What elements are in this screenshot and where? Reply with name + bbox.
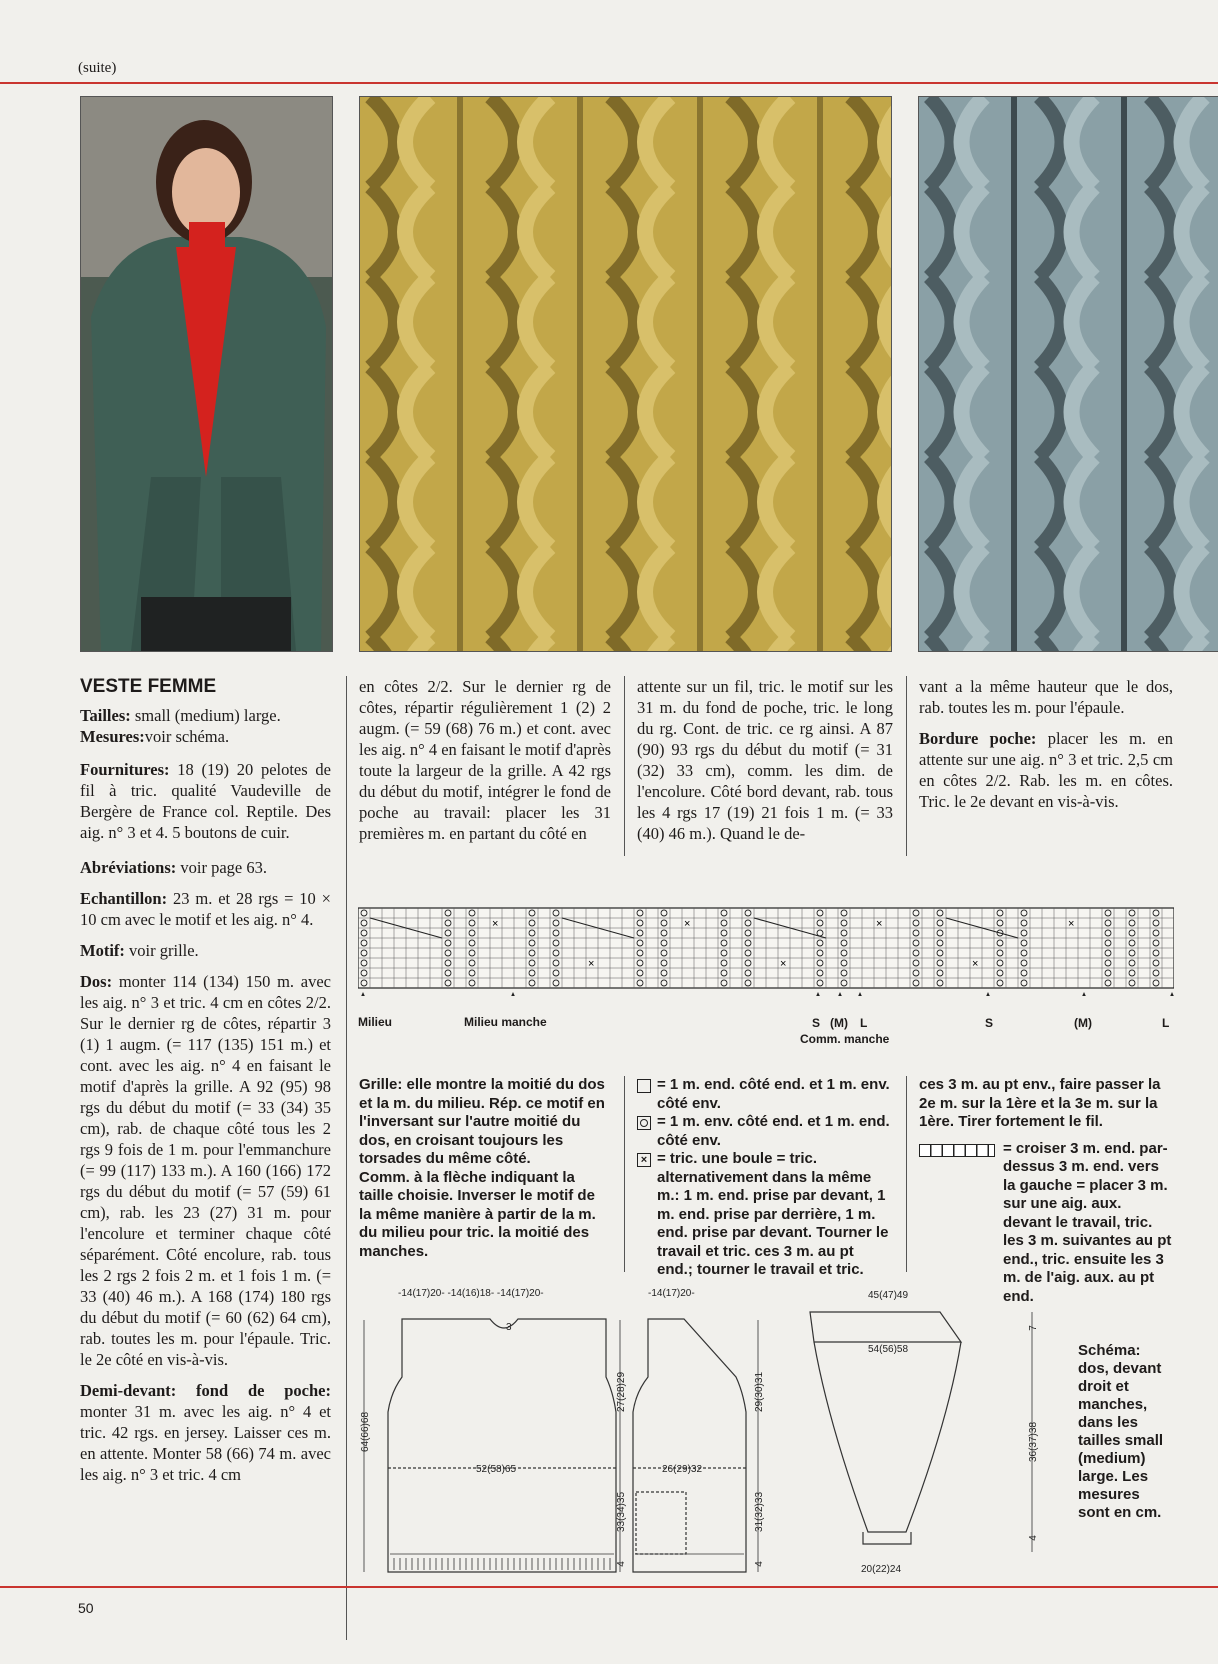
manche-height-mid-dim: 36(37)38 <box>1028 1421 1039 1463</box>
label-milieu-manche: Milieu manche <box>464 1015 547 1029</box>
label-s-1: S <box>812 1016 821 1030</box>
manche-bottom-dim: 20(22)24 <box>861 1564 902 1575</box>
column-rule-5 <box>906 1076 907 1272</box>
devant-width-dim: 26(29)32 <box>662 1464 703 1475</box>
manche-top-dim: 45(47)49 <box>868 1290 909 1301</box>
yellow-cable-texture <box>360 97 891 651</box>
column-4 <box>919 676 1173 822</box>
model-photo <box>80 96 333 652</box>
column-rule-3 <box>906 676 907 856</box>
svg-text:×: × <box>972 958 979 970</box>
column-2 <box>359 676 611 854</box>
demi-devant-label: Demi-devant: fond de poche: <box>80 1381 331 1400</box>
column-1 <box>80 676 331 1495</box>
svg-text:×: × <box>684 918 691 930</box>
fournitures-label: Fournitures: <box>80 760 170 779</box>
footer-rule <box>0 1586 1218 1588</box>
page-number: 50 <box>78 1600 94 1616</box>
pattern-title: VESTE FEMME <box>80 676 217 697</box>
dos-width-dim: 52(58)65 <box>476 1464 517 1475</box>
demi-devant-text: monter 31 m. avec les aig. n° 4 et tric. 42 rgs. en jersey. Laisser ces m. en attente. Monter 58 (66) 74 m. avec les aig. n° 3 et tric. 4 cm <box>80 1402 331 1484</box>
continued-label: (suite) <box>78 60 117 76</box>
column-rule-2 <box>624 676 625 856</box>
devant-height-body-dim: 31(32)33 <box>754 1491 765 1533</box>
schema-caption: Schéma: dos, devant droit et manches, dans les tailles small (medium) large. Les mesures sont en cm. <box>1078 1342 1164 1521</box>
tailles-label: Tailles: <box>80 706 131 725</box>
manche-mid-dim: 54(56)58 <box>868 1344 909 1355</box>
fournitures-text: 18 (19) 20 pelotes de fil à tric. qualité Vaudeville de Bergère de France col. Reptile. Des aig. n° 3 et 4. 5 boutons de cuir. <box>80 760 331 842</box>
dos-rib-marks <box>394 1558 610 1570</box>
echantillon-text: 23 m. et 28 rgs = 10 × 10 cm avec le motif et les aig. n° 4. <box>80 889 331 929</box>
column-2-text: en côtes 2/2. Sur le dernier rg de côtes, répartir régulièrement 1 (2) 2 augm. (= 59 (68) 76 m.) et cont. avec les aig. n° 4 en faisant le motif d'après toute la largeur de la grille. A 42 rgs du début du motif, intégrer le fond de poche au travail: placer les 31 premières m. en partant du côté en <box>359 677 611 843</box>
blue-cable-texture <box>919 97 1218 651</box>
yellow-swatch-photo <box>359 96 892 652</box>
svg-text:×: × <box>1068 918 1075 930</box>
legend-symbol-1 <box>637 1076 893 1113</box>
empty-square-icon <box>637 1079 651 1093</box>
devant-height-rib-dim: 4 <box>754 1561 765 1567</box>
svg-text:×: × <box>492 918 499 930</box>
column-3 <box>637 676 893 854</box>
legend-symbol-3 <box>637 1150 893 1280</box>
legend-boule-continued: ces 3 m. au pt env., faire passer la 2e m. sur la 1ère et la 3e m. sur la 1ère. Tirer fortement le fil. <box>919 1076 1161 1130</box>
label-l-2: L <box>1162 1016 1170 1030</box>
label-comm-manche: Comm. manche <box>800 1032 890 1046</box>
legend-comm-text: Comm. à la flèche indiquant la taille choisie. Inverser le motif de la même manière à partir de la m. du milieu pour tric. la moitié des manches. <box>359 1168 596 1260</box>
bordure-label: Bordure poche: <box>919 729 1037 748</box>
cable-cross-icon <box>919 1144 995 1157</box>
chart-size-arrows <box>359 992 1174 996</box>
legend-symbol-3-text: = tric. une boule = tric. alternativement dans la même m.: 1 m. end. prise par devant, 1 m. end. prise par derrière, 1 m. end. prise par devant. Tourner le travail et tric. ces 3 m. au pt end.; tourner le travail et tric. <box>657 1150 889 1278</box>
legend-symbol-2-text: = 1 m. env. côté end. et 1 m. end. côté env. <box>657 1113 890 1149</box>
chart-grid-lines <box>358 908 1174 988</box>
legend-cable-text: = croiser 3 m. end. par-dessus 3 m. end. vers la gauche = placer 3 m. sur une aig. aux. devant le travail, tric. les 3 m. suivantes au pt end., tric. ensuite les 3 m. de l'aig. aux. au pt end. <box>1003 1139 1172 1305</box>
label-m-1: (M) <box>830 1016 848 1030</box>
dos-height-arm-dim: 27(28)29 <box>616 1371 627 1413</box>
dos-height-total-dim: 64(66)68 <box>360 1411 371 1453</box>
column-rule-1 <box>346 676 347 1640</box>
abreviations-label: Abréviations: <box>80 858 177 877</box>
label-s-2: S <box>985 1016 994 1030</box>
motif-label: Motif: <box>80 941 125 960</box>
manche-height-top-dim: 7 <box>1028 1325 1039 1331</box>
dos-height-body-dim: 33(34)35 <box>616 1491 627 1533</box>
legend-symbol-1-text: = 1 m. end. côté end. et 1 m. env. côté env. <box>657 1076 890 1112</box>
legend-column-2 <box>637 1076 893 1280</box>
tailles-text: small (medium) large. <box>130 706 281 725</box>
label-l-1: L <box>860 1016 868 1030</box>
svg-text:×: × <box>876 918 883 930</box>
svg-text:×: × <box>588 958 595 970</box>
svg-text:×: × <box>780 958 787 970</box>
model-illustration <box>81 97 332 651</box>
legend-grille-text: Grille: elle montre la moitié du dos et la m. du milieu. Rép. ce motif en l'inversant sur l'autre moitié du dos, en croisant toujours les torsades du même côté. <box>359 1076 605 1167</box>
dos-schema <box>388 1319 616 1572</box>
column-4-text: vant a la même hauteur que le dos, rab. toutes les m. pour l'épaule. <box>919 677 1173 717</box>
manche-height-rib-dim: 4 <box>1028 1535 1039 1541</box>
knitting-chart <box>358 906 1174 996</box>
mesures-text: voir schéma. <box>144 727 230 746</box>
devant-height-arm-dim: 29(30)31 <box>754 1371 765 1413</box>
legend-symbol-2 <box>637 1113 893 1150</box>
label-m-2: (M) <box>1074 1016 1092 1030</box>
blue-swatch-photo <box>918 96 1218 652</box>
bordure-text: placer les m. en attente sur une aig. n° 3 et tric. 2,5 cm en côtes 2/2. Rab. les m. en côtes. Tric. le 2e devant en vis-à-vis. <box>919 729 1173 811</box>
devant-schema <box>633 1319 746 1572</box>
dos-label: Dos: <box>80 972 113 991</box>
header-rule <box>0 82 1218 84</box>
echantillon-label: Echantillon: <box>80 889 168 908</box>
cross-square-icon: × <box>637 1153 651 1167</box>
column-rule-4 <box>624 1076 625 1272</box>
motif-text: voir grille. <box>124 941 199 960</box>
mesures-label: Mesures: <box>80 727 145 746</box>
column-3-text: attente sur un fil, tric. le motif sur les 31 m. du fond de poche, tric. le long du rg. Cont. de tric. ce rg ainsi. A 87 (90) 93 rgs du début du motif (= 31 (32) 33 cm), comm. les dim. de l'encolure. Côté bord devant, rab. tous les 4 rgs 17 (19) 21 fois 1 m. (= 33 (40) 46 m.). Quand le de- <box>637 677 893 843</box>
circle-square-icon <box>637 1116 651 1130</box>
dos-top-dim: -14(17)20- -14(16)18- -14(17)20- <box>398 1288 544 1299</box>
devant-top-dim: -14(17)20- <box>648 1288 695 1299</box>
dos-text: monter 114 (134) 150 m. avec les aig. n° 3 et tric. 4 cm en côtes 2/2. Sur le dernier rg de côtes, répartir 3 (1) 1 augm. (= 117 (135) 151 m.) et cont. avec les aig. n° 4 en faisant le motif d'après la grille. A 92 (95) 98 rgs du début du motif (= 33 (34) 35 cm), rab. de chaque côté tous les 2 rgs 9 fois de 1 m. pour l'emmanchure (= 99 (117) 133 m.). A 160 (166) 172 rgs du début du motif (= 57 (59) 61 cm), rab. les 23 (27) 31 m. pour l'encolure et terminer chaque côté séparément. Côté encolure, rab. tous les 2 rgs 2 fois 2 m. et 1 fois 1 m. (= 33 (40) 46 m.). A 168 (174) 180 rgs du début du motif (= 60 (62) 64 cm), rab. toutes les m. pour l'épaule. Tric. le 2e côté en vis-à-vis. <box>80 972 331 1369</box>
dos-height-rib-dim: 4 <box>616 1561 627 1567</box>
legend-column-3 <box>919 1076 1173 1306</box>
legend-column-1 <box>359 1076 611 1261</box>
dos-neck-dim: 3 <box>506 1322 512 1333</box>
abreviations-text: voir page 63. <box>176 858 267 877</box>
label-milieu: Milieu <box>358 1015 393 1029</box>
